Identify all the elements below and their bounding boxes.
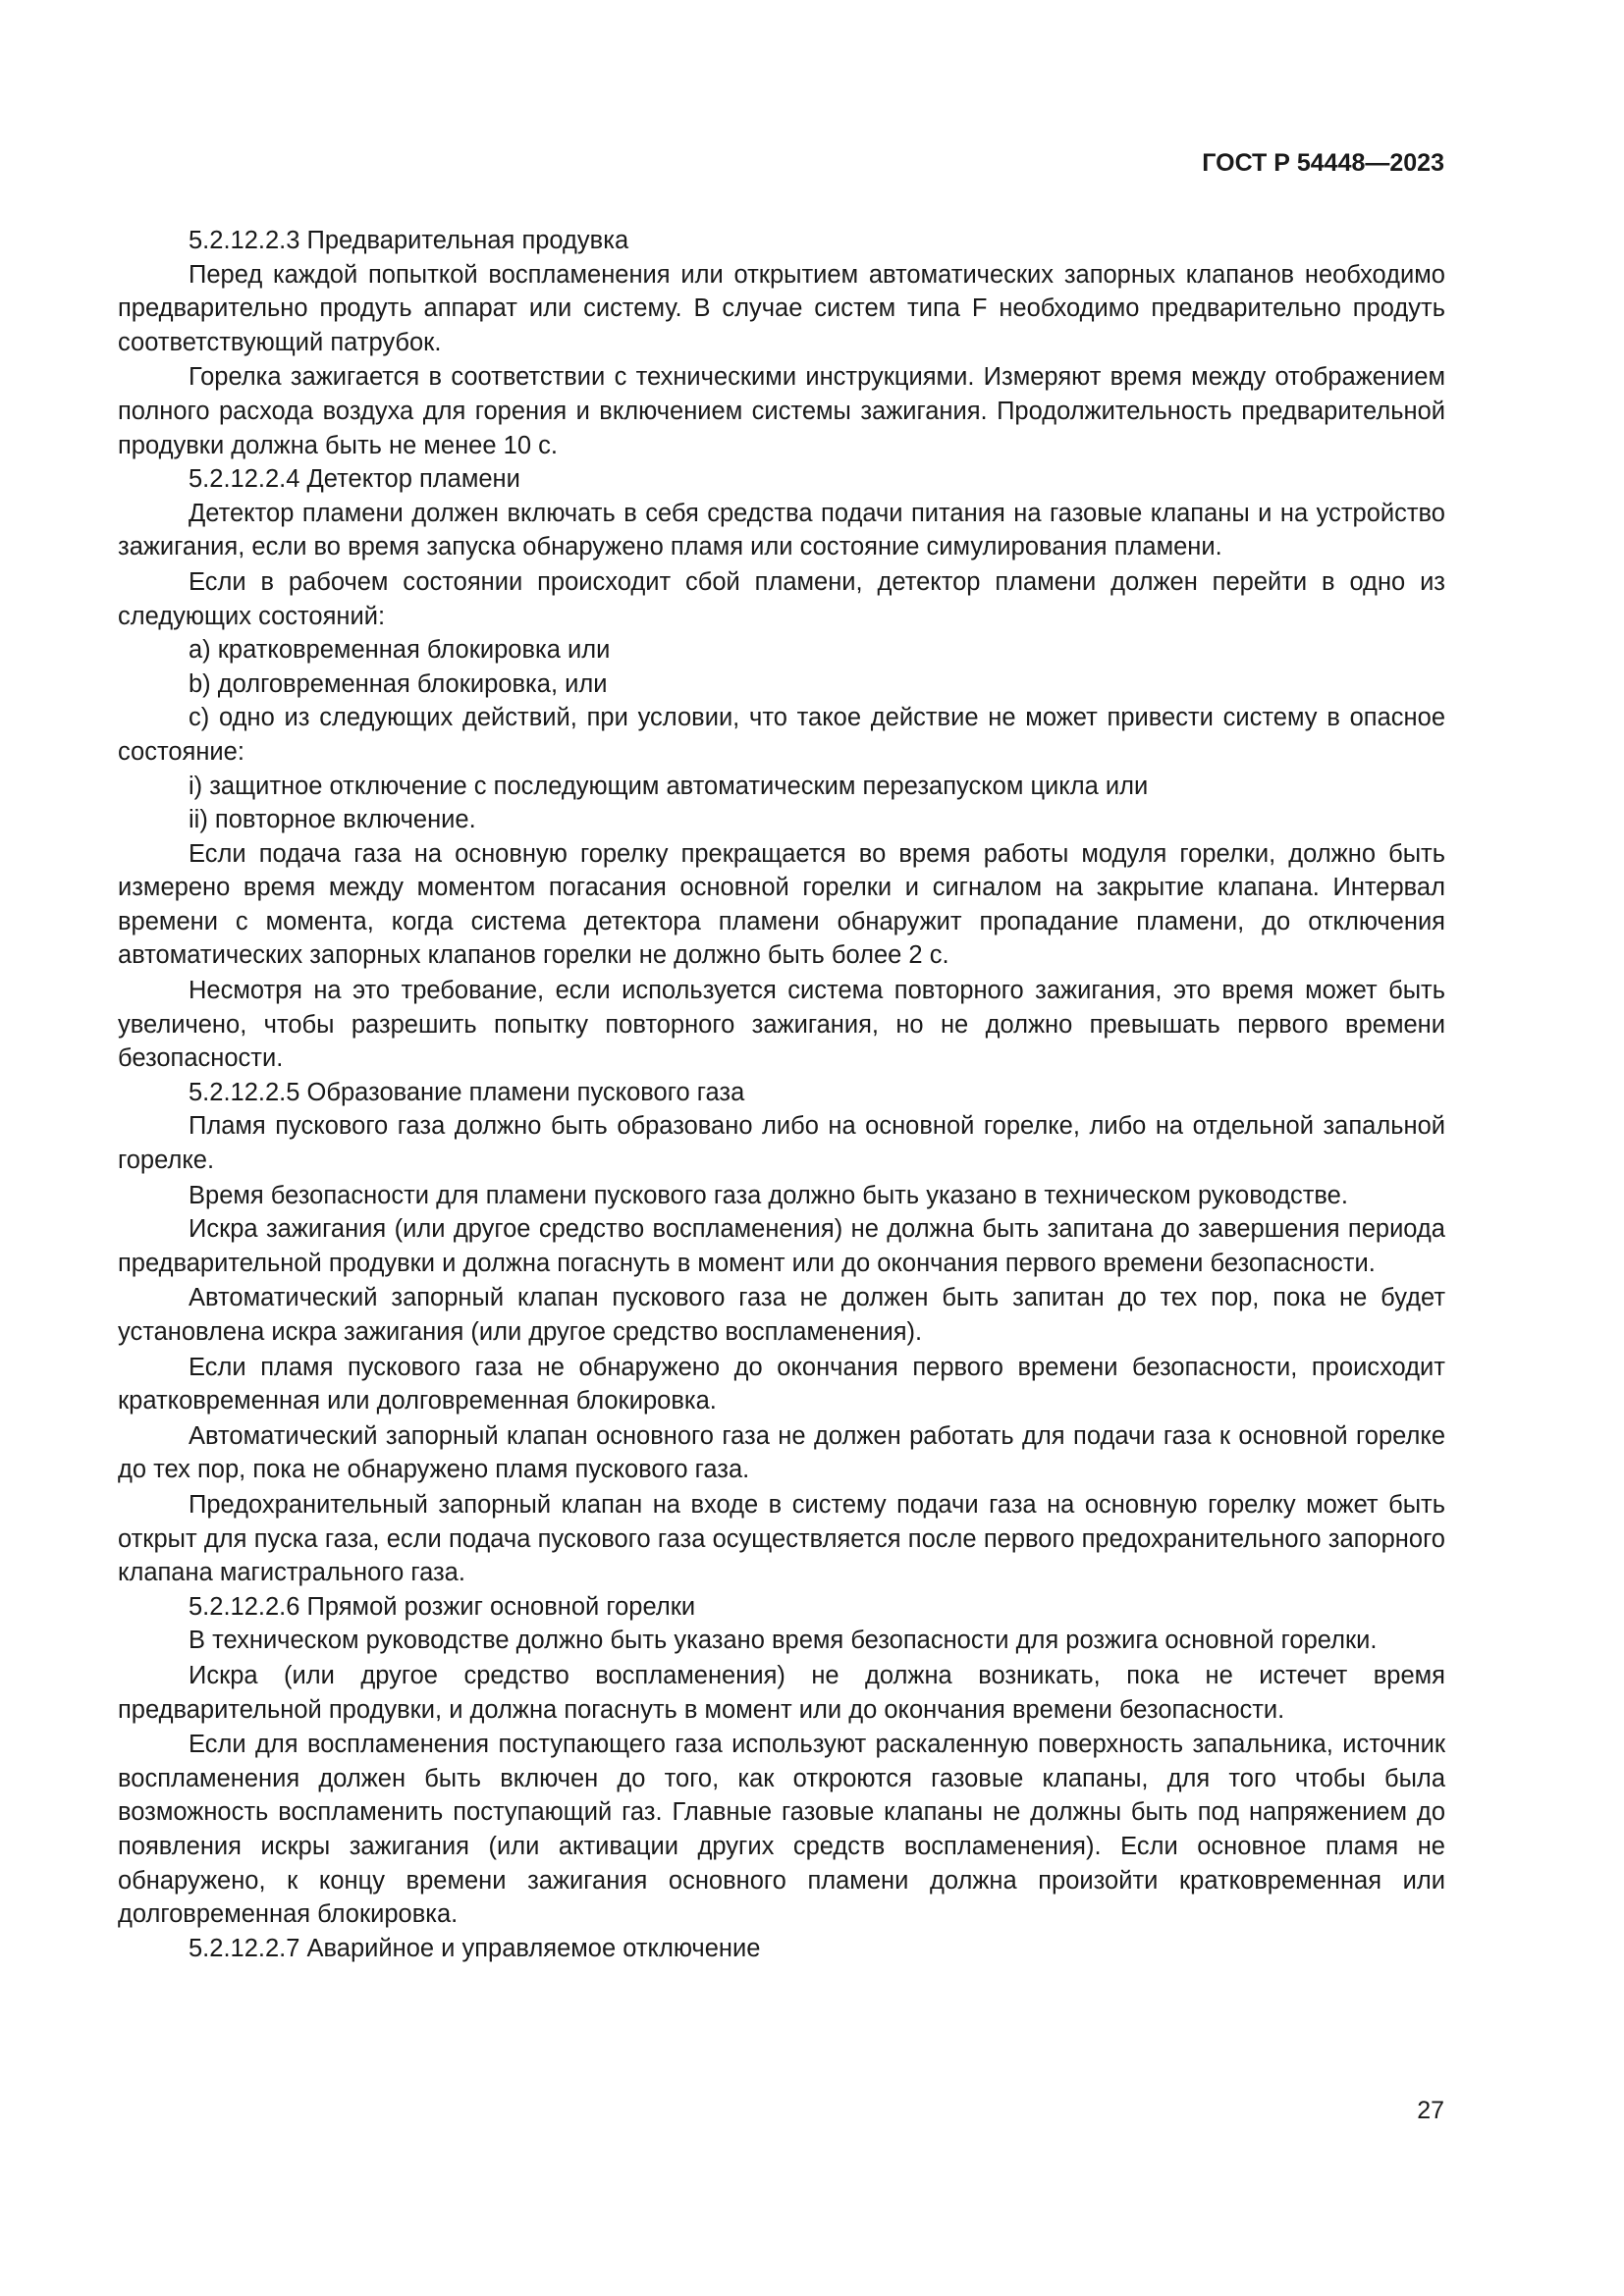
paragraph: Предохранительный запорный клапан на входе в систему подачи газа на основную горелку может быть открыт для пуска газа, если подача пускового газа осуществляется после первого предохранительного запорного клапана магистрального газа. — [118, 1490, 1445, 1587]
section-heading: 5.2.12.2.3 Предварительная продувка — [189, 227, 629, 254]
section-heading: 5.2.12.2.7 Аварийное и управляемое отключение — [189, 1934, 761, 1962]
section-heading: 5.2.12.2.5 Образование пламени пускового газа — [189, 1078, 745, 1106]
paragraph: Детектор пламени должен включать в себя средства подачи питания на газовые клапаны и на устройство зажигания, если во время запуска обнаружено пламя или состояние симулирования пламени. — [118, 499, 1445, 561]
document-header: ГОСТ Р 54448—2023 — [1202, 149, 1444, 177]
section-heading: 5.2.12.2.6 Прямой розжиг основной горелки — [189, 1592, 696, 1621]
paragraph: Время безопасности для пламени пускового газа должно быть указано в техническом руководстве. — [189, 1181, 1348, 1209]
paragraph: Горелка зажигается в соответствии с техническими инструкциями. Измеряют время между отображением полного расхода воздуха для горения и включением системы зажигания. Продолжительность предварительной продувки должна быть не менее 10 с. — [118, 363, 1445, 459]
paragraph: Если подача газа на основную горелку прекращается во время работы модуля горелки, должно быть измерено время между моментом погасания основной горелки и сигналом на закрытие клапана. Интервал времени с момента, когда система детектора пламени обнаружит пропадание пламени, до отключения автоматических запорных клапанов горелки не должно быть более 2 с. — [118, 839, 1445, 970]
list-item: i) защитное отключение с последующим автоматическим перезапуском цикла или — [189, 772, 1149, 800]
paragraph: Если для воспламенения поступающего газа используют раскаленную поверхность запальника, источник воспламенения должен быть включен до того, как откроются газовые клапаны, для того чтобы была возможность воспламенить поступающий газ. Главные газовые клапаны не должны быть под напряжением до появления искры зажигания (или активации других средств воспламенения). Если основное пламя не обнаружено, к концу времени зажигания основного пламени должна произойти кратковременная или долговременная блокировка. — [118, 1731, 1445, 1929]
paragraph: Пламя пускового газа должно быть образовано либо на основной горелке, либо на отдельной запальной горелке. — [118, 1112, 1445, 1175]
document-body — [118, 224, 1445, 1965]
list-item: a) кратковременная блокировка или — [189, 636, 611, 665]
paragraph: Искра зажигания (или другое средство воспламенения) не должна быть запитана до завершения периода предварительной продувки и должна погаснуть в момент или до окончания первого времени безопасности. — [118, 1215, 1445, 1277]
paragraph: Искра (или другое средство воспламенения) не должна возникать, пока не истечет время предварительной продувки, и должна погаснуть в момент или до окончания времени безопасности. — [118, 1661, 1445, 1724]
list-item: ii) повторное включение. — [189, 806, 476, 834]
section-heading: 5.2.12.2.4 Детектор пламени — [189, 465, 520, 494]
list-item: c) одно из следующих действий, при условии, что такое действие не может привести систему в опасное состояние: — [118, 704, 1445, 766]
paragraph: Автоматический запорный клапан пускового газа не должен быть запитан до тех пор, пока не будет установлена искра зажигания (или другое средство воспламенения). — [118, 1284, 1445, 1346]
paragraph: Перед каждой попыткой воспламенения или открытием автоматических запорных клапанов необходимо предварительно продуть аппарат или систему. В случае систем типа F необходимо предварительно продуть соответствующий патрубок. — [118, 260, 1445, 356]
paragraph: Несмотря на это требование, если используется система повторного зажигания, это время может быть увеличено, чтобы разрешить попытку повторного зажигания, но не должно превышать первого времени безопасности. — [118, 977, 1445, 1073]
paragraph: В техническом руководстве должно быть указано время безопасности для розжига основной горелки. — [189, 1627, 1378, 1655]
page-number: 27 — [1417, 2097, 1444, 2124]
paragraph: Если в рабочем состоянии происходит сбой пламени, детектор пламени должен перейти в одно из следующих состояний: — [118, 567, 1445, 630]
paragraph: Автоматический запорный клапан основного газа не должен работать для подачи газа к основной горелке до тех пор, пока не обнаружено пламя пускового газа. — [118, 1421, 1445, 1484]
list-item: b) долговременная блокировка, или — [189, 669, 608, 698]
paragraph: Если пламя пускового газа не обнаружено до окончания первого времени безопасности, происходит кратковременная или долговременная блокировка. — [118, 1353, 1445, 1415]
